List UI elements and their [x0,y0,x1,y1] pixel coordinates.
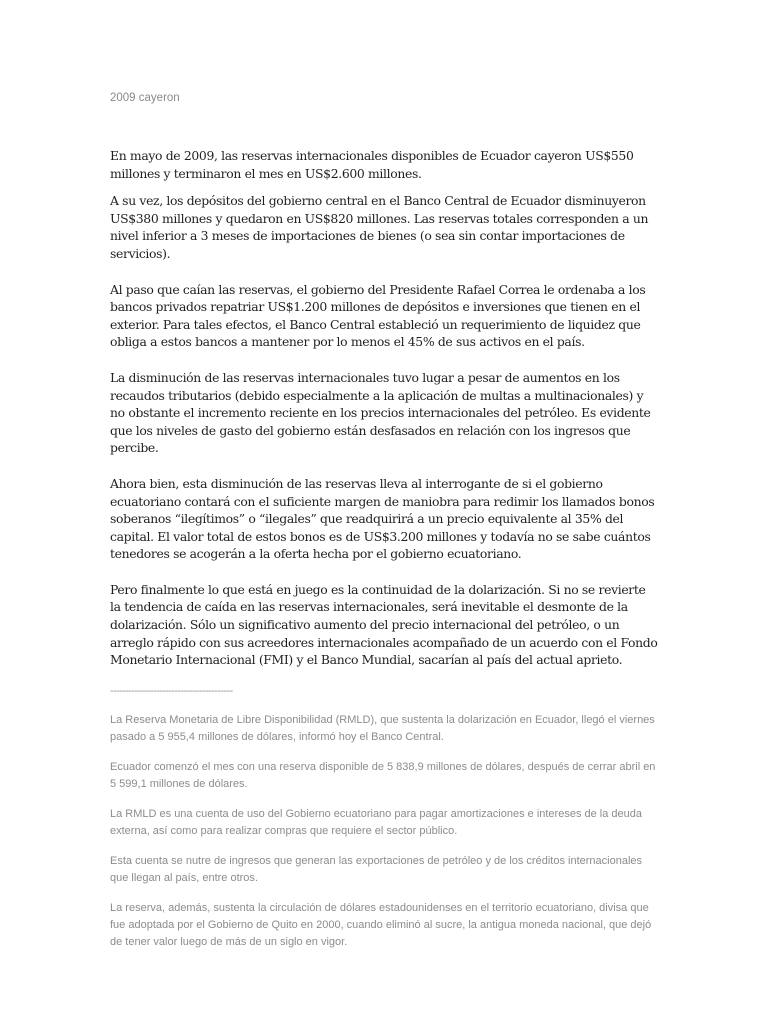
document-heading: 2009 cayeron [110,92,180,104]
body-paragraph: Al paso que caían las reservas, el gobierno del Presidente Rafael Correa le ordenaba a los bancos privados repatriar US$1.200 millones de depósitos e inversiones que tienen en el exterior. Para tales efectos, el Banco Central estableció un requerimiento de liquidez que obliga a estos bancos a mantener por lo menos el 45% de sus activos en el país. [110,281,646,350]
note-paragraph: La RMLD es una cuenta de uso del Gobierno ecuatoriano para pagar amortizaciones e intereses de la deuda externa, así como para realizar compras que requiere el sector público. [110,808,643,837]
body-paragraph: La disminución de las reservas internacionales tuvo lugar a pesar de aumentos en los recaudos tributarios (debido especialmente a la aplicación de multas a multinacionales) y no obstante el incremento reciente en los precios internacionales del petróleo. Es evidente que los niveles de gasto del gobierno están desfasados en relación con los ingresos que percibe. [110,369,651,456]
body-paragraph: Ahora bien, esta disminución de las reservas lleva al interrogante de si el gobierno ecuatoriano contará con el suficiente margen de maniobra para redimir los llamados bonos soberanos “ilegítimos” o “ilegales” que readquirirá a un precio equivalente al 35% del capital. El valor total de estos bonos es de US$3.200 millones y todavía no se sabe cuántos tenedores se acogerán a la oferta hecha por el gobierno ecuatoriano. [110,475,655,562]
body-paragraph: En mayo de 2009, las reservas internacionales disponibles de Ecuador cayeron US$550 millones y terminaron el mes en US$2.600 millones. [110,148,634,181]
body-paragraph: Pero finalmente lo que está en juego es la continuidad de la dolarización. Si no se revierte la tendencia de caída en las reservas internacionales, será inevitable el desmonte de la dolarización. Sólo un significativo aumento del precio internacional del petróleo, o un arreglo rápido con sus acreedores internacionales acompañado de un acuerdo con el Fondo Monetario Internacional (FMI) y el Banco Mundial, sacarían al país del actual aprieto. [110,581,658,668]
article-body [110,147,658,679]
body-paragraph: A su vez, los depósitos del gobierno central en el Banco Central de Ecuador disminuyeron US$380 millones y quedaron en US$820 millones. Las reservas totales corresponden a un nivel inferior a 3 meses de importaciones de bienes (o sea sin contar importaciones de servicios). [110,193,649,261]
section-divider: ---------------------------------------- [110,685,233,697]
note-paragraph: La Reserva Monetaria de Libre Disponibilidad (RMLD), que sustenta la dolarización en Ecuador, llegó el viernes pasado a 5 955,4 millones de dólares, informó hoy el Banco Central. [110,714,655,743]
note-paragraph: La reserva, además, sustenta la circulación de dólares estadounidenses en el territorio ecuatoriano, divisa que fue adoptada por el Gobierno de Quito en 2000, cuando eliminó al sucre, la antigua moneda nacional, que dejó de tener valor luego de más de un siglo en vigor. [110,902,652,948]
note-paragraph: Esta cuenta se nutre de ingresos que generan las exportaciones de petróleo y de los créditos internacionales que llegan al país, entre otros. [110,855,643,884]
notes-section [110,712,658,964]
note-paragraph: Ecuador comenzó el mes con una reserva disponible de 5 838,9 millones de dólares, después de cerrar abril en 5 599,1 millones de dólares. [110,761,656,790]
